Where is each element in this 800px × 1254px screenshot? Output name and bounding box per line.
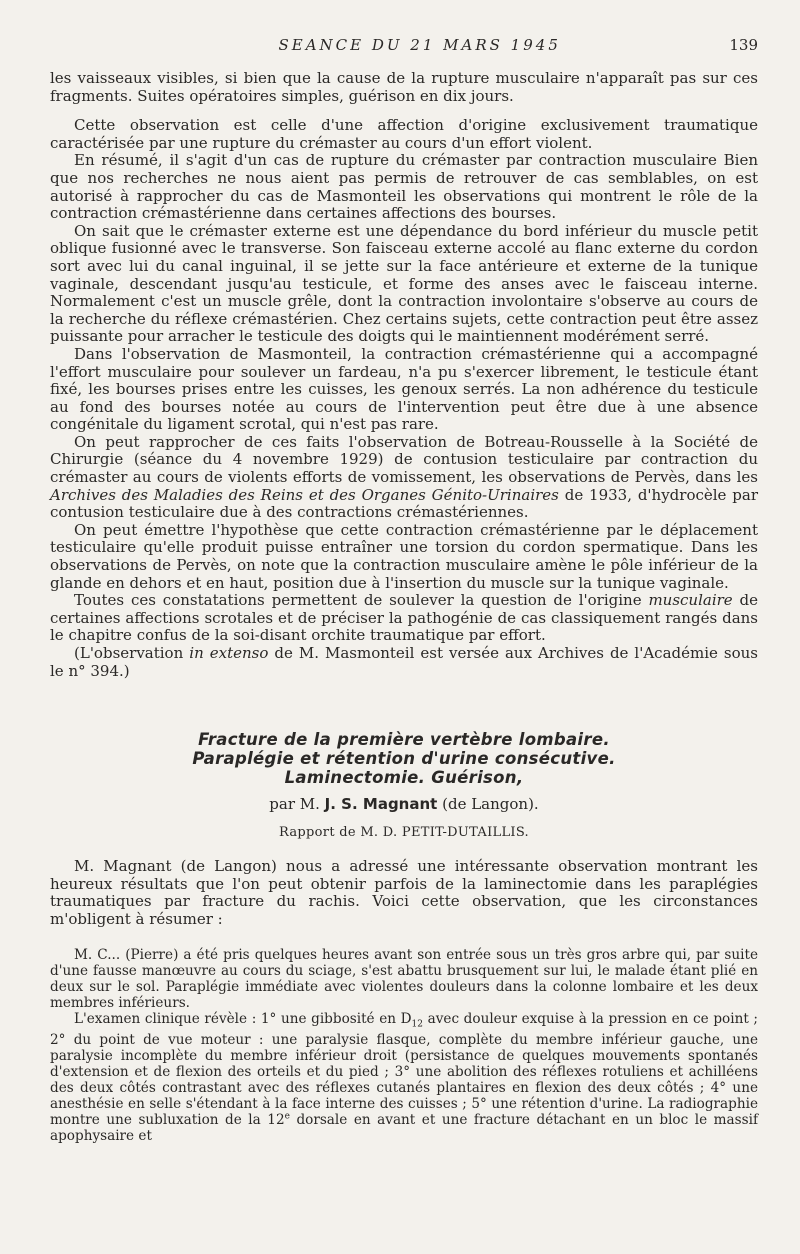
paragraph: les vaisseaux visibles, si bien que la cause de la rupture musculaire n'apparaît pas sur ces fragments. Suites opératoires simples, guérison en dix jours. xyxy=(50,69,758,105)
author-suffix: (de Langon). xyxy=(437,795,539,814)
text-run: Toutes ces constatations permettent de soulever la question de l'origine xyxy=(74,591,649,610)
emphasis: in extenso xyxy=(189,644,269,662)
author-name: J. S. Magnant xyxy=(324,795,438,814)
paragraph xyxy=(50,434,758,522)
emphasis: musculaire xyxy=(648,591,733,610)
text-run: dorsale en avant et une fracture détachant en un bloc le massif apophysaire et xyxy=(50,1112,758,1145)
text-run: avec douleur exquise à la pression en ce point ; 2° du point de vue moteur : une paralysie flasque, complète du membre inférieur gauche, une paralysie incomplète du membre inférieur droit (persistance de quelques mouvements spontanés d'extension et de flexion des orteils et du pied ; 3° une abolition des réflexes rotuliens et achilléens des deux côtés contrastant avec des réflexes cutanés plantaires en flexion des deux côtés ; 4° une anesthésie en selle s'étendant à la face interne des cuisses ; 5° une rétention d'urine. La radiographie montre une subluxation de la 12 xyxy=(50,1010,758,1129)
article-title-line: Paraplégie et rétention d'urine consécutive. xyxy=(192,749,616,769)
article-title-line: Fracture de la première vertèbre lombaire. xyxy=(198,730,610,750)
text-run: de M. Masmonteil est versée aux Archives de l'Académie sous le n° 394.) xyxy=(50,644,758,680)
text-run: de 1933, d'hydrocèle par contusion testiculaire due à des contractions crémastériennes. xyxy=(50,485,758,522)
paragraph xyxy=(50,592,758,645)
author-prefix: par M. xyxy=(269,795,325,814)
text-run: L'examen clinique révèle : 1° une gibbosité en D xyxy=(74,1010,412,1027)
superscript: e xyxy=(284,1111,290,1122)
page-number: 139 xyxy=(729,36,758,54)
author-line xyxy=(50,795,758,813)
running-head xyxy=(50,36,758,64)
paragraph xyxy=(50,645,758,680)
paragraph: M. Magnant (de Langon) nous a adressé une intéressante observation montrant les heureux résultats que l'on peut obtenir parfois de la laminectomie dans les paraplégies traumatiques par fracture du rachis. Voici cette observation, que les circonstances m'obligent à résumer : xyxy=(50,857,758,928)
case-paragraph: M. C... (Pierre) a été pris quelques heures avant son entrée sous un très gros arbre qui, par suite d'une fausse manœuvre au cours du sciage, s'est abattu brusquement sur lui, le malade étant plié en deux sur le sol. Paraplégie immédiate avec violentes douleurs dans la colonne lombaire et les deux membres inférieurs. xyxy=(50,946,758,1011)
case-paragraph xyxy=(50,1011,758,1145)
paragraph: On sait que le crémaster externe est une dépendance du bord inférieur du muscle petit oblique fusionné avec le transverse. Son faisceau externe accolé au flanc externe du cordon sort avec lui du canal inguinal, il se jette sur la face antérieure et externe de la tunique vaginale, descendant jusqu'au testicule, et forme des anses avec le faisceau interne. Normalement c'est un muscle grêle, dont la contraction involontaire s'observe au cours de la recherche du réflexe crémastérien. Chez certains sujets, cette contraction peut être assez puissante pour arracher le testicule des doigts qui le maintiennent modérément serré. xyxy=(50,221,758,346)
journal-title: Archives des Maladies des Reins et des Organes Génito-Urinaires xyxy=(50,485,559,504)
paragraph: Dans l'observation de Masmonteil, la contraction crémastérienne qui a accompagné l'effort musculaire pour soulever un fardeau, n'a pu s'exercer librement, le testicule étant fixé, les bourses prises entre les cuisses, les genoux serrés. La non adhérence du testicule au fond des bourses notée au cours de l'intervention peut être due à une absence congénitale du ligament scrotal, qui n'est pas rare. xyxy=(50,344,758,434)
subscript: 12 xyxy=(411,1019,423,1030)
article-heading xyxy=(50,730,758,787)
article-title-line: Laminectomie. Guérison, xyxy=(284,768,524,788)
paragraph: Cette observation est celle d'une affection d'origine exclusivement traumatique caractérisée par une rupture du crémaster au cours d'un effort violent. xyxy=(50,116,758,152)
text-run: de certaines affections scrotales et de préciser la pathogénie de cas classiquement rangés dans le chapitre confus de la soi-disant orchite traumatique par effort. xyxy=(50,591,759,645)
paragraph: En résumé, il s'agit d'un cas de rupture du crémaster par contraction musculaire Bien que nos recherches ne nous aient pas permis de retrouver de cas semblables, on est autorisé à rapprocher du cas de Masmonteil les observations qui montrent le rôle de la contraction crémastérienne dans certaines affections des bourses. xyxy=(50,151,758,223)
report-line: Rapport de M. D. PETIT-DUTAILLIS. xyxy=(279,825,529,841)
paragraph: On peut émettre l'hypothèse que cette contraction crémastérienne par le déplacement testiculaire qu'elle produit puisse entraîner une torsion du cordon spermatique. Dans les observations de Pervès, on note que la contraction musculaire amène le pôle inférieur de la glande en dehors et en haut, position due à l'insertion du muscle sur la tunique vaginale. xyxy=(50,520,758,592)
running-title: SEANCE DU 21 MARS 1945 xyxy=(278,36,561,54)
text-run: (L'observation xyxy=(74,644,190,662)
text-run: On peut rapprocher de ces faits l'observation de Botreau-Rousselle à la Société de Chirurgie (séance du 4 novembre 1929) de contusion testiculaire par contraction du crémaster au cours de violents efforts de vomissement, les observations de Pervès, dans les xyxy=(50,432,758,487)
